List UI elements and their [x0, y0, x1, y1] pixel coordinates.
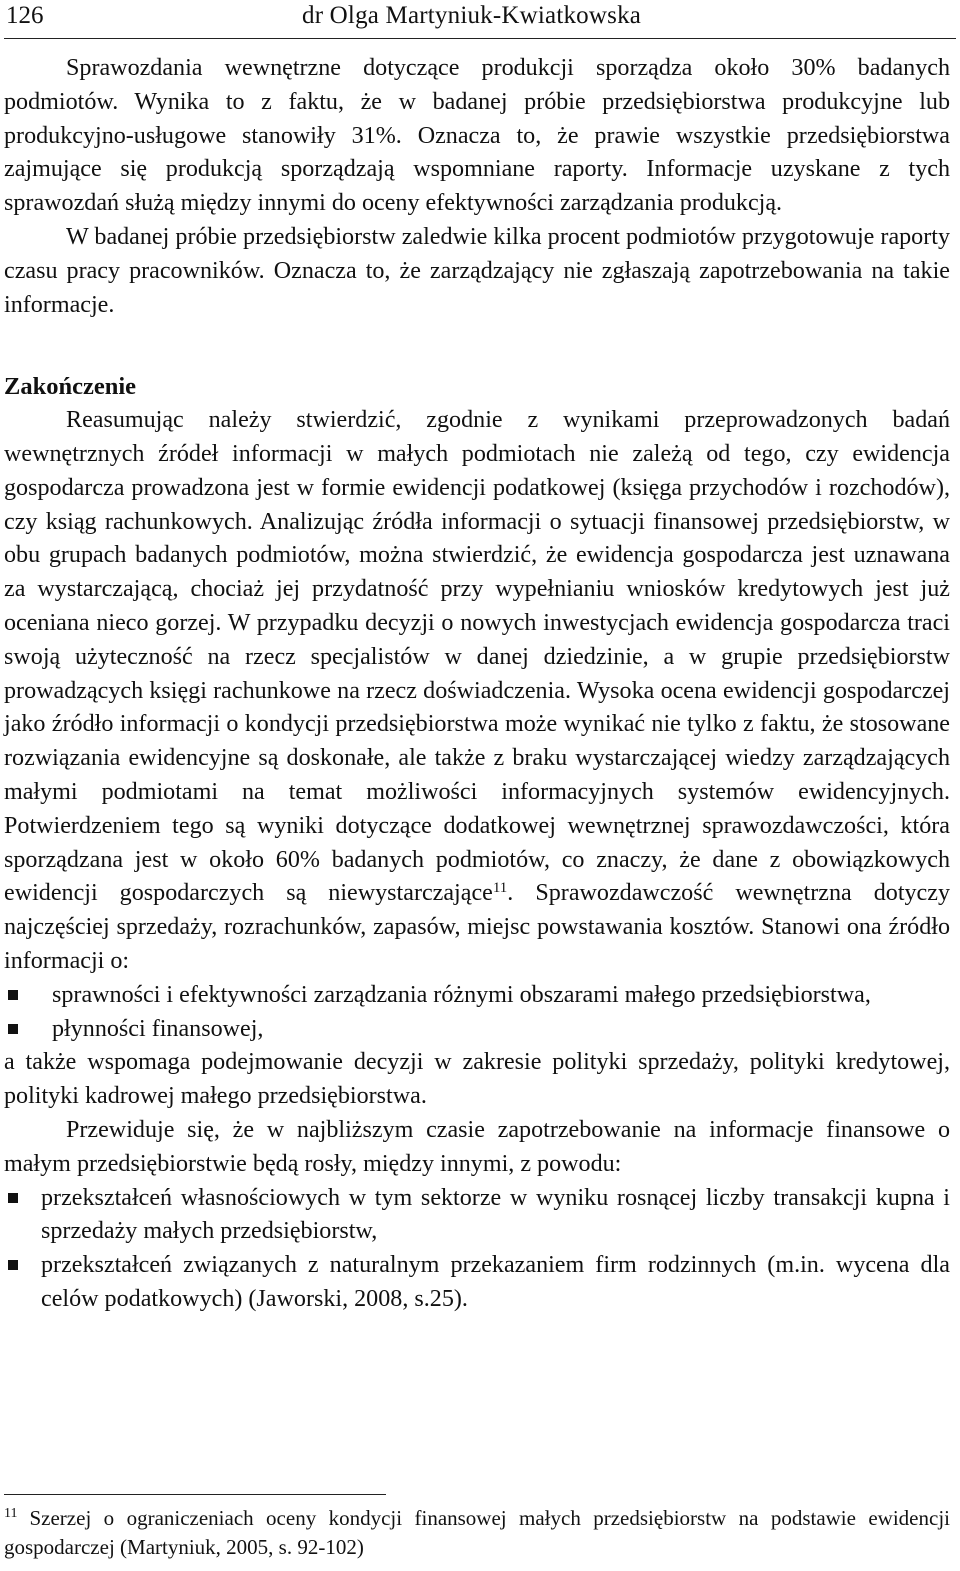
footnote-text: Szerzej o ograniczeniach oceny kondycji finansowej małych przedsiębiorstw na podstawie ewidencji gospodarczej (Martyniuk, 2005, s. 92-102): [4, 1506, 950, 1559]
list-item: [4, 1182, 950, 1250]
list-item-text: przekształceń własnościowych w tym sektorze w wyniku rosnącej liczby transakcji kupna i sprzedaży małych przedsiębiorstw,: [41, 1184, 950, 1245]
list-item: [4, 1013, 950, 1047]
footnote-number: 11: [4, 1506, 18, 1522]
body-text: [4, 52, 950, 1317]
page-number: 126: [6, 2, 44, 29]
section-title: Zakończenie: [4, 373, 137, 401]
square-bullet-icon: [8, 990, 18, 1000]
list-item-text: płynności finansowej,: [52, 1015, 264, 1042]
list-item: [4, 1249, 950, 1317]
page-header: [4, 0, 956, 39]
square-bullet-icon: [8, 1024, 18, 1034]
paragraph: Przewiduje się, że w najbliższym czasie zapotrzebowanie na informacje finansowe o małym przedsiębiorstwie będą rosły, między innymi, z powodu:: [4, 1116, 950, 1177]
paragraph-text: Reasumując należy stwierdzić, zgodnie z wynikami przeprowadzonych badań wewnętrznych źródeł informacji w małych podmiotach nie zależą od tego, czy ewidencja gospodarcza prowadzona jest w formie ewidencji podatkowej (księga przychodów i rozchodów), czy ksiąg rachunkowych. Analizując źródła informacji o sytuacji finansowej przedsiębiorstw, w obu grupach badanych podmiotów, można stwierdzić, że ewidencja gospodarcza jest uznawana za wystarczającą, chociaż jej przydatność przy wypełnianiu wniosków kredytowych jest już oceniana nieco gorzej. W przypadku decyzji o nowych inwestycjach ewidencja gospodarcza traci swoją użyteczność na rzecz specjalistów w danej dziedzinie, a w grupie przedsiębiorstw prowadzących księgi rachunkowe na rzecz doświadczenia. Wysoka ocena ewidencji gospodarczej jako źródło informacji o kondycji przedsiębiorstwa może wynikać nie tylko z faktu, że stosowane rozwiązania ewidencyjne są doskonałe, ale także z braku wystarczającej wiedzy zarządzających małymi podmiotami na temat możliwości informacyjnych systemów ewidencyjnych. Potwierdzeniem tego są wyniki dotyczące dodatkowej wewnętrznej sprawozdawczości, która sporządzana jest w około 60% badanych podmiotów, co znaczy, że dane z obowiązkowych ewidencji gospodarczych są niewystarczające: [4, 407, 950, 907]
paragraph: Sprawozdania wewnętrzne dotyczące produkcji sporządza około 30% badanych podmiotów. Wynika to z faktu, że w badanej próbie przedsiębiorstwa produkcyjne lub produkcyjno-usługowe stanowiły 31%. Oznacza to, że prawie wszystkie przedsiębiorstwa zajmujące się produkcją sporządzają wspomniane raporty. Informacje uzyskane z tych sprawozdań służą między innymi do oceny efektywności zarządzania produkcją.: [4, 55, 950, 217]
paragraph: W badanej próbie przedsiębiorstw zaledwie kilka procent podmiotów przygotowuje raporty czasu pracy pracowników. Oznacza to, że zarządzający nie zgłaszają zapotrzebowania na takie informacje.: [4, 223, 950, 318]
bullet-list: [4, 1182, 950, 1317]
footnote: [4, 1504, 950, 1562]
footnote-reference: 11: [492, 880, 508, 897]
list-item-text: przekształceń związanych z naturalnym przekazaniem firm rodzinnych (m.in. wycena dla celów podatkowych) (Jaworski, 2008, s.25).: [41, 1252, 950, 1312]
square-bullet-icon: [8, 1193, 18, 1203]
paragraph: [4, 404, 950, 979]
paragraph-text: . Sprawozdawczość wewnętrzna dotyczy najczęściej sprzedaży, rozrachunków, zapasów, miejsc powstawania kosztów. Stanowi ona źródło informacji o:: [4, 880, 950, 974]
bullet-list: [4, 979, 950, 1047]
square-bullet-icon: [8, 1260, 18, 1270]
footnote-separator: [4, 1494, 386, 1495]
list-item-text: sprawności i efektywności zarządzania różnymi obszarami małego przedsiębiorstwa,: [52, 981, 871, 1008]
running-head-author: dr Olga Martyniuk-Kwiatkowska: [302, 2, 642, 29]
list-item: [4, 979, 950, 1013]
paragraph: a także wspomaga podejmowanie decyzji w zakresie polityki sprzedaży, polityki kredytowej, polityki kadrowej małego przedsiębiorstwa.: [4, 1049, 950, 1110]
